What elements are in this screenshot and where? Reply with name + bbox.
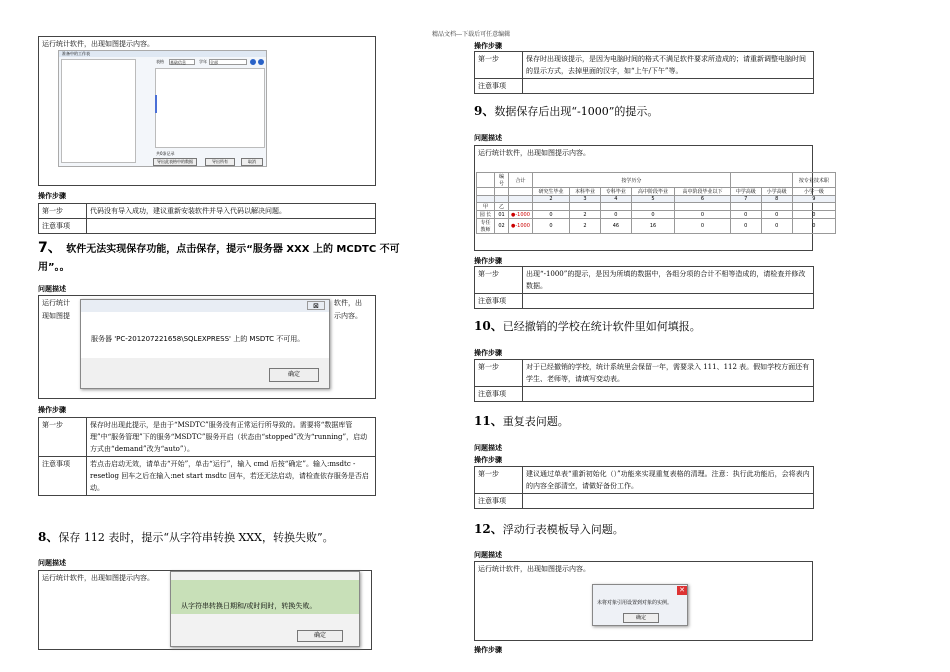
- close-icon[interactable]: ✕: [677, 586, 687, 595]
- grid-header: 高中阶段毕业: [631, 188, 674, 196]
- msdtc-dialog: [80, 299, 330, 389]
- step-value: 出现“-1000”的提示，是因为所填的数据中，各组分项的合计不相等造成的，请检查并修改数据。: [523, 267, 814, 294]
- steps-table: [38, 203, 376, 234]
- grid-num: 5: [631, 196, 674, 203]
- error-icon: ●: [511, 211, 516, 218]
- problem-text-c: 软件，出: [334, 299, 362, 307]
- section-9-title: [474, 102, 658, 119]
- problem-text: 运行统计软件，出现如图提示内容。: [478, 149, 590, 157]
- convert-fail-dialog: [170, 571, 360, 647]
- grid-cell[interactable]: 2: [570, 219, 601, 234]
- grid-header: 小学一级: [792, 188, 835, 196]
- grid-cell[interactable]: 0: [730, 219, 761, 234]
- steps-label: 操作步骤: [474, 42, 502, 50]
- combo2[interactable]: 全部: [209, 59, 247, 65]
- grid-cell[interactable]: 46: [600, 219, 631, 234]
- step-value: [523, 294, 814, 309]
- step-key: 第一步: [39, 204, 87, 219]
- grid-cell[interactable]: [600, 203, 631, 211]
- grid-cell[interactable]: [532, 203, 569, 211]
- steps-label: 操作步骤: [38, 406, 66, 414]
- section-number: 9、: [474, 104, 495, 118]
- export-all-button[interactable]: 导出所有: [205, 158, 235, 166]
- grid-header: 按专业技术职: [792, 173, 835, 188]
- grid-header: 研究生毕业: [532, 188, 569, 196]
- table-row: [477, 211, 836, 219]
- section-11-title: [474, 412, 569, 429]
- section-title: 浮动行表模板导入问题。: [502, 523, 624, 536]
- step-key: 第一步: [475, 360, 523, 387]
- page-header: 精品文档---下载后可任意编辑: [432, 31, 511, 38]
- grid-header: 中学高级: [730, 188, 761, 196]
- status-text: 共0条记录: [156, 151, 175, 156]
- grid-cell[interactable]: 0: [532, 219, 569, 234]
- grid-header: 小学高级: [761, 188, 792, 196]
- step-value: [87, 219, 376, 234]
- grid-header: 高中阶段毕业以下: [675, 188, 731, 196]
- data-panel: [155, 68, 265, 148]
- combo1-label: 表格: [156, 59, 164, 64]
- grid-num: 4: [600, 196, 631, 203]
- section-number: 11、: [474, 414, 503, 428]
- step-value: [523, 387, 814, 402]
- step-value: 建议通过单表“重新初始化（）”功能来实现重复表格的清理。注意：执行此功能后，会将表内的内容全部清空，请做好备份工作。: [523, 467, 814, 494]
- grid-num: 3: [570, 196, 601, 203]
- section-title: 重复表问题。: [502, 415, 569, 428]
- grid-cell[interactable]: 0: [792, 211, 835, 219]
- grid-header: [730, 173, 792, 188]
- steps-table: [38, 417, 376, 496]
- step-key: 第一步: [39, 418, 87, 457]
- grid-cell: 甲: [477, 203, 495, 211]
- panel-label: 准备中的工作表: [62, 51, 90, 56]
- panel-title-bar: [59, 51, 266, 57]
- grid-cell[interactable]: 0: [761, 211, 792, 219]
- data-grid: [476, 172, 836, 234]
- grid-header: 本科毕业: [570, 188, 601, 196]
- grid-cell: [477, 188, 495, 196]
- combo1[interactable]: 基础信息: [169, 59, 195, 65]
- step-value: 保存时出现该提示，是因为电脑时间的格式不满足软件要求所造成的；请重新调整电脑时间的显示方式，去掉里面的汉字，如“上午/下午”等。: [523, 52, 814, 79]
- null-reference-dialog: [592, 584, 688, 626]
- step-key: 注意事项: [475, 494, 523, 509]
- steps-table: [474, 359, 814, 402]
- table-row: [475, 267, 814, 294]
- table-row: [475, 52, 814, 79]
- section-number: 10、: [474, 319, 503, 333]
- section-7-title: [38, 240, 478, 276]
- section-10-title: [474, 317, 701, 334]
- step-value: 代码没有导入成功，建议重新安装软件并导入代码以解决问题。: [87, 204, 376, 219]
- step-key: 第一步: [475, 467, 523, 494]
- grid-header: 专科毕业: [600, 188, 631, 196]
- ok-button[interactable]: 确定: [297, 630, 343, 642]
- grid-num: 7: [730, 196, 761, 203]
- step-key: 第一步: [475, 52, 523, 79]
- ok-button[interactable]: 确定: [623, 613, 659, 623]
- cancel-button[interactable]: 取消: [241, 158, 263, 166]
- grid-cell: [509, 196, 533, 203]
- step-key: 注意事项: [39, 457, 87, 496]
- section-number: 8、: [38, 530, 59, 544]
- section-number: 7、: [38, 240, 62, 256]
- step-key: 注意事项: [475, 79, 523, 94]
- problem-label: 问题描述: [474, 551, 502, 559]
- dialog-title-bar: [81, 300, 329, 312]
- grid-cell[interactable]: 0: [761, 219, 792, 234]
- problem-label: 问题描述: [474, 444, 502, 452]
- step-value: 保存时出现此提示，是由于“MSDTC”服务没有正常运行所导致的。需要将“数据库管理”中“服务管理”下的服务“MSDTC”服务开启（状态由“stopped”改为“running”，启动方式由“demand”改为“auto”）。: [87, 418, 376, 457]
- grid-header: [477, 173, 495, 188]
- grid-cell[interactable]: 0: [730, 211, 761, 219]
- steps-table: [474, 266, 814, 309]
- grid-cell[interactable]: 0: [631, 211, 674, 219]
- help-icon[interactable]: [258, 59, 264, 65]
- steps-label: 操作步骤: [38, 192, 66, 200]
- grid-cell: 01: [495, 211, 509, 219]
- grid-num: 9: [792, 196, 835, 203]
- table-row: [39, 457, 376, 496]
- grid-cell: 02: [495, 219, 509, 234]
- grid-cell: [509, 188, 533, 196]
- error-icon: ●: [511, 223, 516, 229]
- close-icon[interactable]: ⊠: [307, 301, 325, 310]
- grid-cell: [477, 196, 495, 203]
- dialog-message: 未将对象引用设置到对象的实例。: [597, 600, 673, 606]
- problem-label: 问题描述: [38, 285, 66, 293]
- error-value: -1000: [515, 223, 530, 229]
- step-key: 注意事项: [475, 294, 523, 309]
- steps-label: 操作步骤: [474, 456, 502, 464]
- table-row: [475, 79, 814, 94]
- problem-text: 运行统计软件，出现如图提示内容。: [478, 565, 590, 573]
- step-value: [523, 494, 814, 509]
- section-number: 12、: [474, 522, 503, 536]
- grid-cell[interactable]: [761, 203, 792, 211]
- grid-cell[interactable]: [509, 211, 533, 219]
- grid-cell[interactable]: [730, 203, 761, 211]
- section-title-line1: 软件无法实现保存功能，点击保存，提示“服务器 XXX 上的 MCDTC 不可: [66, 244, 400, 255]
- section-title: 保存 112 表时，提示“从字符串转换 XXX，转换失败”。: [58, 531, 334, 544]
- grid-cell[interactable]: [631, 203, 674, 211]
- problem-label: 问题描述: [474, 134, 502, 142]
- scroll-marker: [155, 95, 157, 113]
- step-key: 注意事项: [39, 219, 87, 234]
- problem-label: 问题描述: [38, 559, 66, 567]
- steps-table: [474, 51, 814, 94]
- grid-cell: 专任教师: [477, 219, 495, 234]
- grid-cell[interactable]: 0: [675, 219, 731, 234]
- grid-cell[interactable]: 16: [631, 219, 674, 234]
- table-row: [39, 418, 376, 457]
- data-grid-screenshot: [476, 172, 829, 234]
- table-row: [475, 467, 814, 494]
- problem-text-b: 现如图提: [42, 312, 70, 320]
- steps-label: 操作步骤: [474, 349, 502, 357]
- grid-cell: 园 长: [477, 211, 495, 219]
- grid-cell[interactable]: [675, 203, 731, 211]
- step-value: [523, 79, 814, 94]
- table-row: [39, 204, 376, 219]
- step-value: 对于已经撤销的学校，统计系统里会保留一年，需要录入 111、112 表。假如学校方面还有学生、老师等，请填写变动表。: [523, 360, 814, 387]
- ok-button[interactable]: 确定: [269, 368, 319, 382]
- problem-text-a: 运行统计: [42, 299, 70, 307]
- error-value: -1000: [515, 211, 530, 218]
- step-key: 注意事项: [475, 387, 523, 402]
- section-title: 已经撤销的学校在统计软件里如何填报。: [502, 320, 701, 333]
- grid-cell[interactable]: 0: [675, 211, 731, 219]
- screenshot-code-import: [58, 50, 267, 167]
- table-row: [475, 294, 814, 309]
- grid-num: 2: [532, 196, 569, 203]
- grid-header: 编号: [495, 173, 509, 188]
- table-row: [475, 494, 814, 509]
- steps-table: [474, 466, 814, 509]
- dialog-message: 从字符串转换日期和/或时间时，转换失败。: [181, 602, 317, 610]
- table-row: [477, 219, 836, 234]
- problem-text-d: 示内容。: [334, 312, 362, 320]
- steps-label: 操作步骤: [474, 646, 502, 654]
- tree-panel: [61, 59, 136, 163]
- table-row: [475, 360, 814, 387]
- grid-cell[interactable]: [509, 219, 533, 234]
- section-12-title: [474, 520, 624, 537]
- grid-num: 6: [675, 196, 731, 203]
- table-row: [477, 203, 836, 211]
- step-key: 第一步: [475, 267, 523, 294]
- grid-cell: 乙: [495, 203, 509, 211]
- problem-text: 运行统计软件，出现如图提示内容。: [42, 40, 154, 48]
- grid-cell[interactable]: [792, 203, 835, 211]
- steps-label: 操作步骤: [474, 257, 502, 265]
- grid-cell: [509, 203, 533, 211]
- problem-text: 运行统计软件，出现如图提示内容。: [42, 574, 154, 582]
- step-value: 若点击启动无效，请单击“开始”，单击“运行”，输入 cmd 后按“确定”。输入:msdtc -resetlog 回车之后在输入:net start msdtc 回车，若还无法启动，请检查依存服务是否启动。: [87, 457, 376, 496]
- section-title: 数据保存后出现“-1000”的提示。: [494, 105, 659, 118]
- grid-cell[interactable]: 0: [532, 211, 569, 219]
- section-8-title: [38, 528, 334, 545]
- export-table-button[interactable]: 导出此表格中的数据: [153, 158, 197, 166]
- table-row: [475, 387, 814, 402]
- grid-cell[interactable]: 0: [792, 219, 835, 234]
- table-row: [39, 219, 376, 234]
- grid-num: 8: [761, 196, 792, 203]
- grid-cell[interactable]: 2: [570, 211, 601, 219]
- combo2-label: 学年: [199, 59, 207, 64]
- grid-header: 按学历分: [532, 173, 730, 188]
- refresh-icon[interactable]: [250, 59, 256, 65]
- grid-cell[interactable]: [570, 203, 601, 211]
- grid-header: 合计: [509, 173, 533, 188]
- grid-cell: [495, 188, 509, 196]
- dialog-message: 服务器 'PC-201207221658\SQLEXPRESS' 上的 MSDTC 不可用。: [91, 335, 305, 343]
- grid-cell[interactable]: 0: [600, 211, 631, 219]
- section-title-line2: 用”。。: [38, 262, 70, 273]
- grid-cell: [495, 196, 509, 203]
